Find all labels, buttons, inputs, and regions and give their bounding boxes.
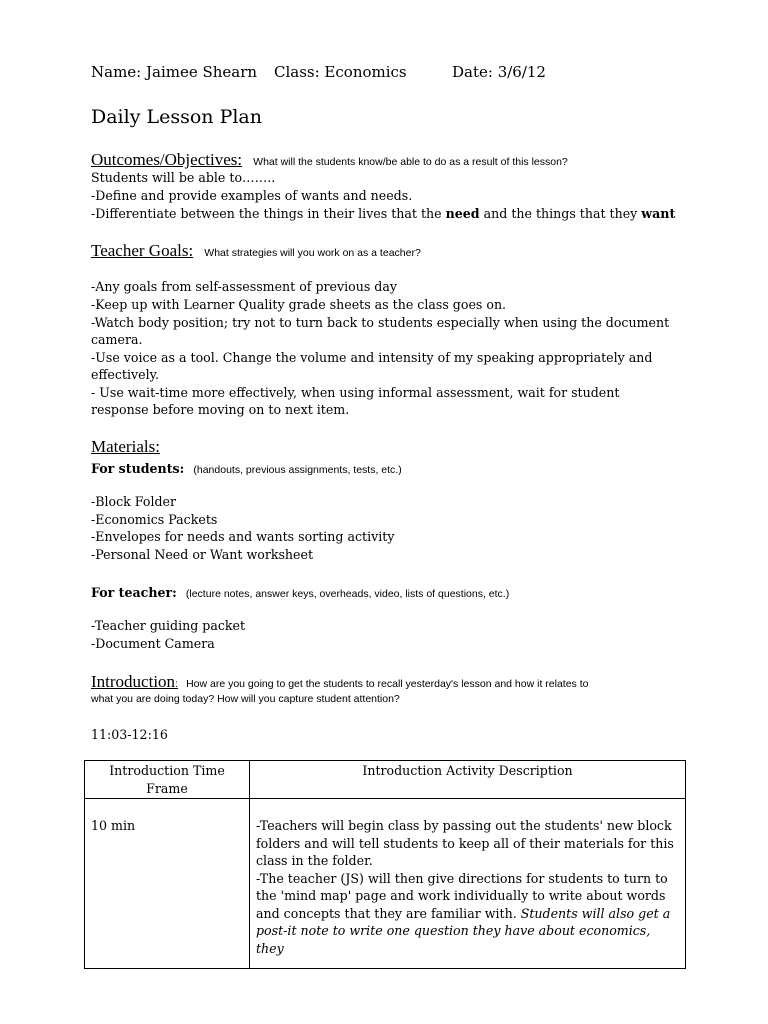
introduction-time: 11:03-12:16 — [91, 727, 168, 742]
student-material-item: -Personal Need or Want worksheet — [91, 547, 314, 562]
description-clip — [256, 817, 679, 957]
column-header-description: Introduction Activity Description — [250, 761, 686, 799]
for-students-hint: (handouts, previous assignments, tests, etc.) — [193, 464, 402, 476]
for-teacher-hint: (lecture notes, answer keys, overheads, video, lists of questions, etc.) — [185, 588, 510, 600]
introduction-table — [84, 760, 686, 969]
teacher-goal-line: -Use voice as a tool. Change the volume and intensity of my speaking appropriately and — [91, 350, 653, 365]
teacher-goal-line: -Any goals from self-assessment of previous day — [91, 279, 397, 294]
table-row — [85, 799, 686, 969]
description-line: post-it note to write one question they have about economics, they — [256, 923, 651, 956]
class-name: Class: Economics — [274, 63, 407, 81]
teacher-goal-line: -Keep up with Learner Quality grade sheets as the class goes on. — [91, 297, 507, 312]
outcomes-lead: Students will be able to…….. — [91, 170, 276, 185]
materials-heading: Materials: — [91, 437, 160, 456]
teacher-goal-line: response before moving on to next item. — [91, 402, 350, 417]
student-material-item: -Envelopes for needs and wants sorting activity — [91, 529, 395, 544]
outcome-need-word: need — [445, 206, 480, 221]
introduction-heading-row — [91, 672, 588, 692]
introduction-question: How are you going to get the students to recall yesterday's lesson and how it relates to — [186, 678, 589, 690]
outcome-item-text: -Differentiate between the things in their lives that the — [91, 206, 442, 221]
teacher-goal-line: camera. — [91, 332, 143, 347]
outcome-item-text: and the things that they — [483, 206, 638, 221]
introduction-question-cont: what you are doing today? How will you capture student attention? — [91, 693, 400, 705]
description-italic-text: Students will also get a — [520, 905, 671, 921]
description-line: folders and will tell students to keep all of their materials for this — [256, 835, 674, 851]
introduction-heading: Introduction — [91, 672, 176, 691]
outcomes-question: What will the students know/be able to do as a result of this lesson? — [253, 156, 568, 168]
description-line: -Teachers will begin class by passing out the students' new block — [256, 818, 672, 833]
description-line: the 'mind map' page and work individually to write about words — [256, 888, 666, 903]
teacher-goals-heading-row — [91, 241, 421, 261]
outcome-want-word: want — [641, 206, 676, 221]
page-title: Daily Lesson Plan — [91, 106, 262, 128]
row-description — [250, 799, 686, 969]
teacher-materials-row — [91, 582, 509, 601]
teacher-goals-heading: Teacher Goals: — [91, 241, 194, 260]
student-material-item: -Block Folder — [91, 494, 177, 509]
outcomes-heading-row — [91, 150, 568, 170]
description-line: class in the folder. — [256, 853, 373, 868]
teacher-goals-question: What strategies will you work on as a teacher? — [204, 247, 421, 259]
row-time: 10 min — [85, 799, 250, 969]
outcome-item — [91, 205, 675, 223]
column-header-time: Introduction Time Frame — [85, 761, 250, 799]
outcomes-heading: Outcomes/Objectives: — [91, 150, 243, 169]
student-material-item: -Economics Packets — [91, 512, 218, 527]
teacher-goal-line: - Use wait-time more effectively, when using informal assessment, wait for student — [91, 385, 620, 400]
description-text: and concepts that they are familiar with. — [256, 905, 517, 921]
description-line: -The teacher (JS) will then give directions for students to turn to — [256, 870, 668, 886]
students-materials-row — [91, 458, 402, 477]
lesson-date: Date: 3/6/12 — [452, 63, 546, 81]
teacher-goal-line: -Watch body position; try not to turn back to students especially when using the document — [91, 315, 670, 330]
for-teacher-label: For teacher: — [91, 585, 177, 600]
teacher-material-item: -Teacher guiding packet — [91, 618, 246, 633]
introduction-colon: : — [175, 678, 178, 690]
description-line — [256, 905, 679, 923]
table-header-row — [85, 761, 686, 799]
teacher-goal-line: effectively. — [91, 367, 160, 382]
teacher-material-item: -Document Camera — [91, 636, 215, 651]
for-students-label: For students: — [91, 461, 185, 476]
outcome-item: -Define and provide examples of wants and needs. — [91, 188, 413, 203]
student-name: Name: Jaimee Shearn — [91, 63, 258, 81]
